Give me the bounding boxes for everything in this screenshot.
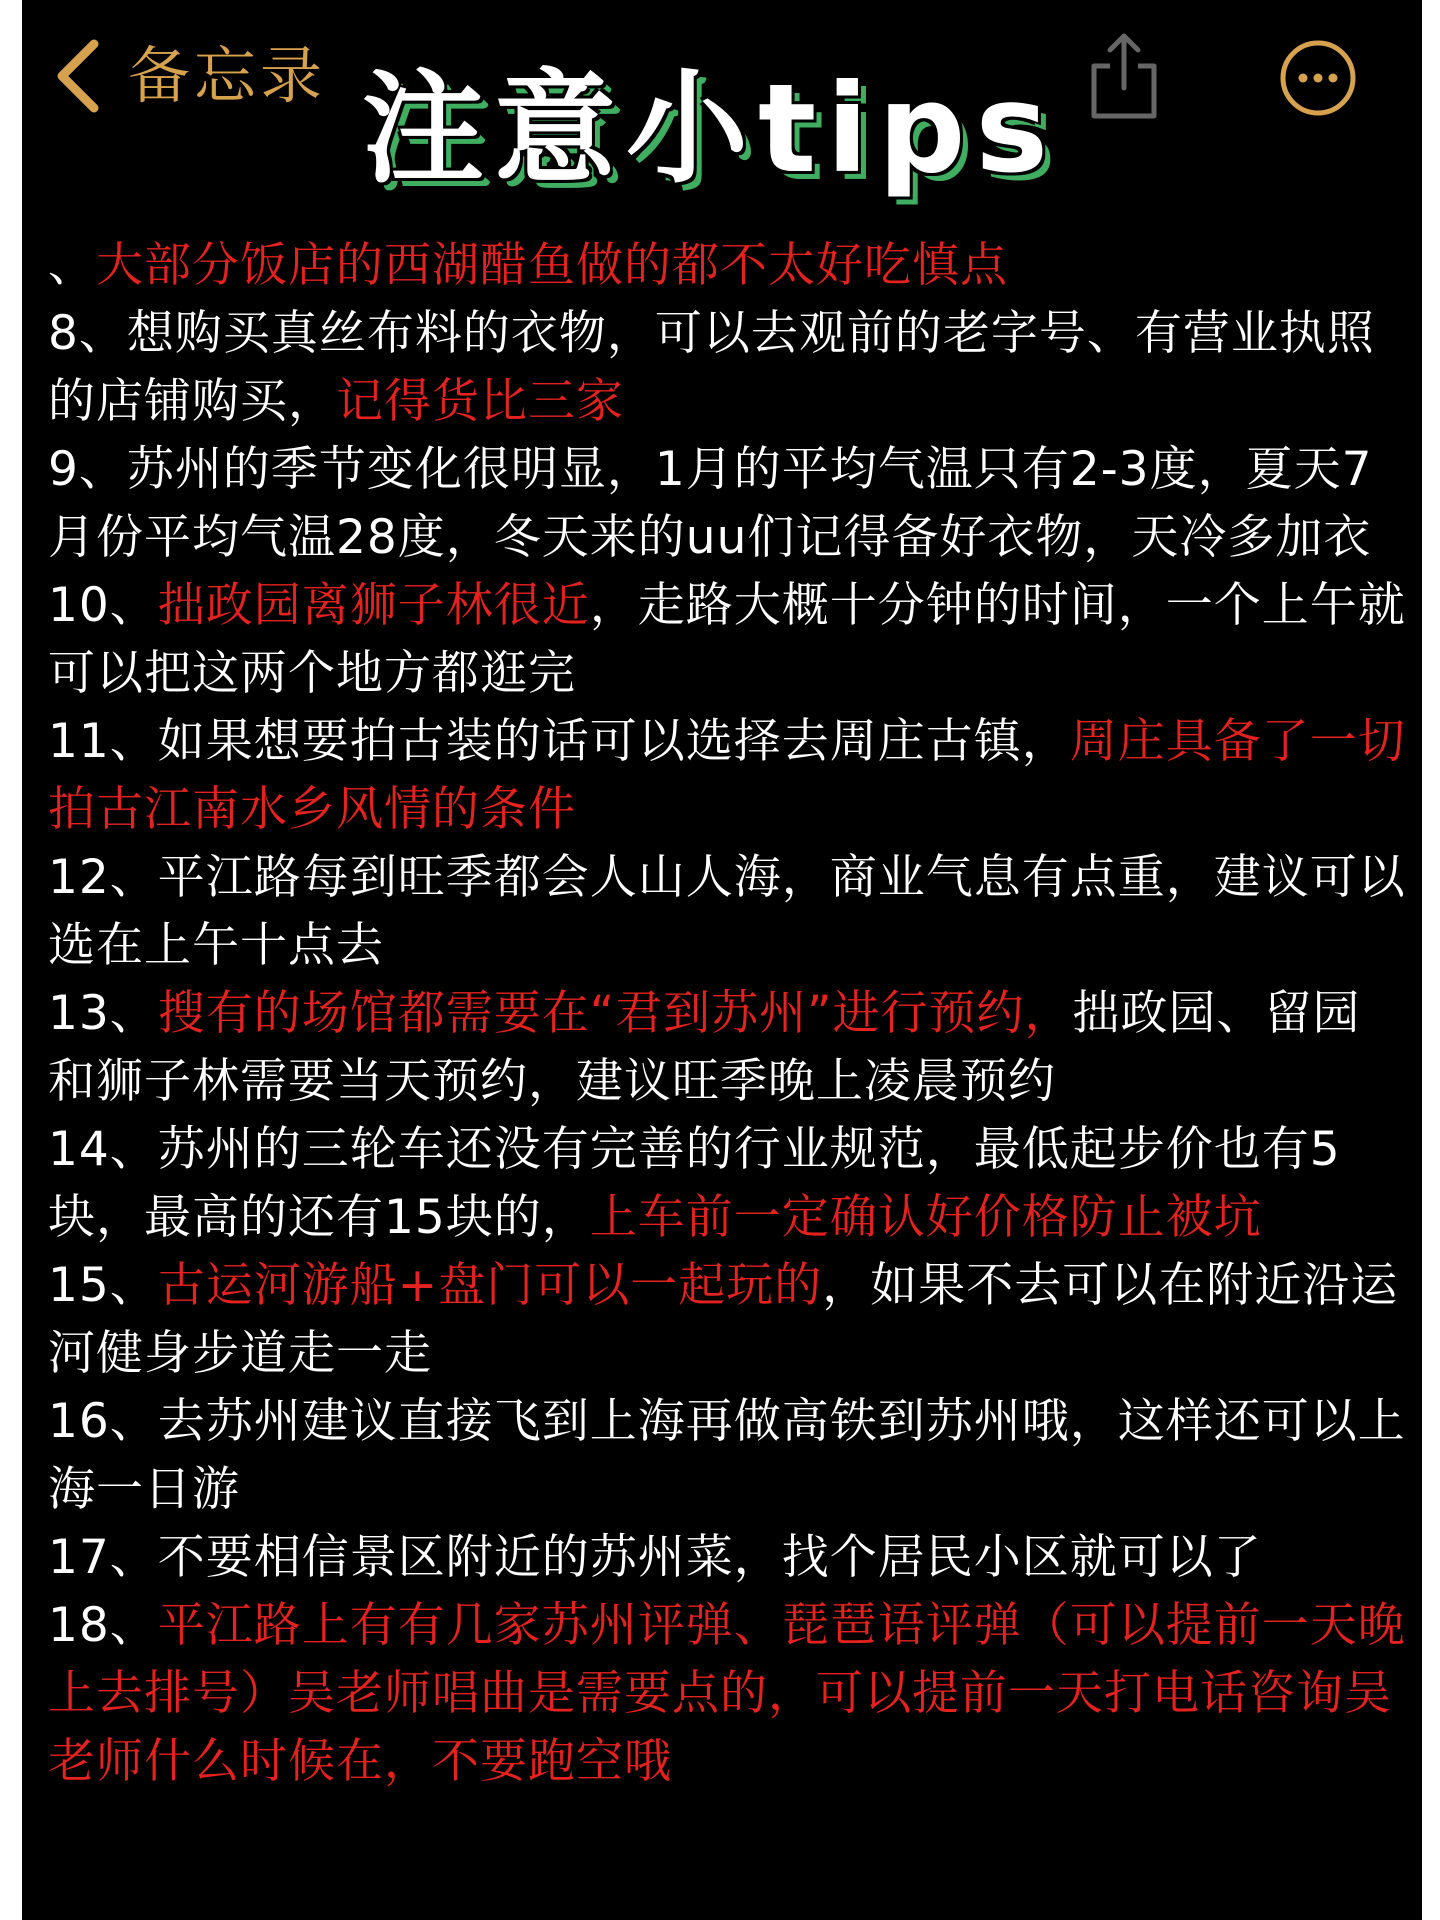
tip-text: 、 <box>48 238 96 293</box>
tip-highlight: 搜有的场馆都需要在“君到苏州”进行预约， <box>157 986 1073 1041</box>
tip-text: ，如果不去可以在附近沿运河健身步道走一走 <box>48 1258 1399 1381</box>
tip-text: 17、不要相信景区附近的苏州菜，找个居民小区就可以了 <box>48 1530 1262 1585</box>
tip-item <box>48 1592 1408 1796</box>
chevron-left-icon <box>48 36 110 116</box>
tip-text: ，走路大概十分钟的时间，一个上午就可以把这两个地方都逛完 <box>48 578 1406 701</box>
tip-text: 拙政园、留园和狮子林需要当天预约，建议旺季晚上凌晨预约 <box>48 986 1361 1109</box>
tip-text: 9、苏州的季节变化很明显，1月的平均气温只有2-3度，夏天7月份平均气温28度，冬天来的uu们记得备好衣物，天冷多加衣 <box>48 442 1373 565</box>
tip-item <box>48 1116 1408 1252</box>
more-icon[interactable] <box>1278 38 1358 118</box>
tip-item <box>48 232 1408 300</box>
tip-highlight: 周庄具备了一切拍古江南水乡风情的条件 <box>48 714 1406 837</box>
tip-highlight: 古运河游船+盘门可以一起玩的 <box>157 1258 823 1313</box>
tip-item <box>48 980 1408 1116</box>
memo-screen <box>22 0 1422 1920</box>
tip-text: 15、 <box>48 1258 158 1313</box>
tip-text: 14、苏州的三轮车还没有完善的行业规范，最低起步价也有5块，最高的还有15块的， <box>48 1122 1341 1245</box>
tip-highlight: 上车前一定确认好价格防止被坑 <box>589 1190 1262 1245</box>
tip-text: 12、平江路每到旺季都会人山人海，商业气息有点重，建议可以选在上午十点去 <box>48 850 1406 973</box>
tip-item <box>48 572 1408 708</box>
page-title: 注意小tips <box>362 58 1059 200</box>
tip-item <box>48 1252 1408 1388</box>
tip-item <box>48 844 1408 980</box>
tip-text: 10、 <box>48 578 158 633</box>
tip-text: 11、如果想要拍古装的话可以选择去周庄古镇， <box>48 714 1070 769</box>
tip-highlight: 拙政园离狮子林很近 <box>157 578 590 633</box>
back-label: 备忘录 <box>128 39 327 112</box>
tip-item <box>48 708 1408 844</box>
tip-item <box>48 1388 1408 1524</box>
tip-text: 18、 <box>48 1598 158 1653</box>
tip-text: 8、想购买真丝布料的衣物，可以去观前的老字号、有营业执照的店铺购买， <box>48 306 1375 429</box>
tip-highlight: 记得货比三家 <box>336 374 624 429</box>
tip-highlight: 大部分饭店的西湖醋鱼做的都不太好吃慎点 <box>96 238 1008 293</box>
tip-text: 16、去苏州建议直接飞到上海再做高铁到苏州哦，这样还可以上海一日游 <box>48 1394 1406 1517</box>
back-button[interactable] <box>48 36 326 116</box>
tip-item <box>48 1524 1408 1592</box>
tip-item <box>48 300 1408 436</box>
tips-list <box>48 232 1408 1796</box>
tip-highlight: 平江路上有有几家苏州评弹、琵琶语评弹（可以提前一天晚上去排号）吴老师唱曲是需要点的，可以提前一天打电话咨询吴老师什么时候在，不要跑空哦 <box>48 1598 1406 1789</box>
tip-text: 13、 <box>48 986 158 1041</box>
tip-item <box>48 436 1408 572</box>
